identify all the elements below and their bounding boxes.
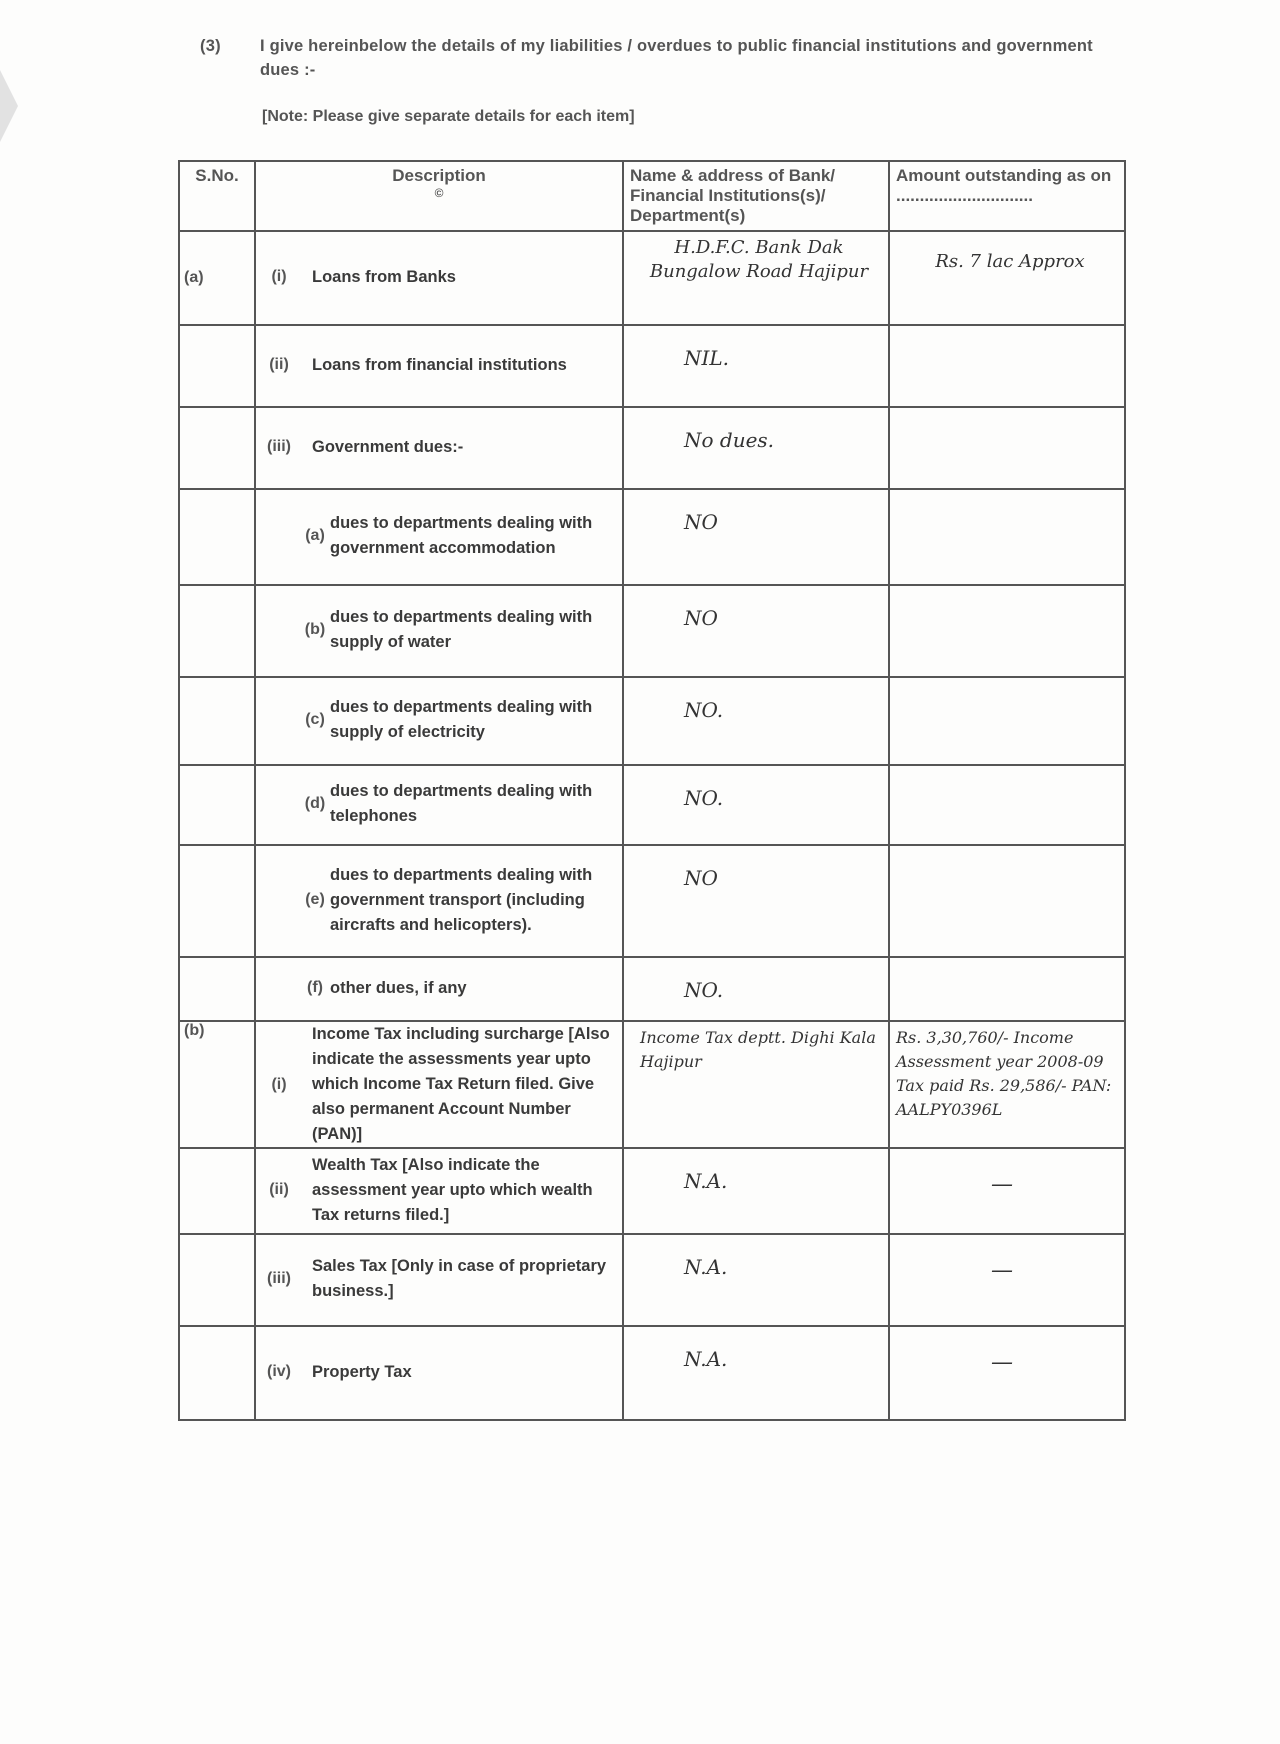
sno-cell <box>179 765 255 845</box>
item-description: dues to departments dealing with government accommodation <box>330 514 593 557</box>
sno-cell <box>179 677 255 765</box>
amount-handwritten: — <box>991 1172 1013 1197</box>
bank-handwritten: NO <box>684 606 718 630</box>
header-description <box>255 161 623 231</box>
description-cell <box>255 957 623 1021</box>
intro-paragraph <box>200 34 1120 82</box>
item-description: Wealth Tax [Also indicate the assessment year upto which wealth Tax returns filed.] <box>312 1155 593 1224</box>
bank-handwritten: No dues. <box>684 428 775 452</box>
table-row <box>179 1326 1125 1420</box>
table-row <box>179 845 1125 957</box>
section-number: (3) <box>200 37 221 55</box>
sno-cell <box>179 1021 255 1148</box>
item-roman: (i) <box>271 1075 287 1093</box>
amount-handwritten <box>890 958 1124 972</box>
bank-cell <box>623 585 889 677</box>
amount-cell <box>889 1326 1125 1420</box>
amount-handwritten: Rs. 3,30,760/- Income Assessment year 2008-09 Tax paid Rs. 29,586/- PAN: AALPY0396L <box>896 1028 1112 1119</box>
sno-label: (a) <box>184 269 204 286</box>
amount-handwritten <box>890 678 1124 692</box>
bank-handwritten: Income Tax deptt. Dighi Kala Hajipur <box>640 1028 876 1071</box>
table-row <box>179 407 1125 489</box>
intro-text: I give hereinbelow the details of my liabilities / overdues to public financial institutions and government dues :- <box>260 37 1093 79</box>
table-row <box>179 489 1125 585</box>
sno-cell <box>179 957 255 1021</box>
bank-cell <box>623 231 889 325</box>
bank-handwritten: NO. <box>684 786 724 810</box>
description-cell <box>255 489 623 585</box>
amount-handwritten <box>890 408 1124 422</box>
amount-cell <box>889 845 1125 957</box>
item-description: dues to departments dealing with supply of water <box>330 608 593 651</box>
description-cell <box>255 585 623 677</box>
amount-cell <box>889 231 1125 325</box>
table-row <box>179 957 1125 1021</box>
item-letter: (f) <box>307 979 323 996</box>
bank-cell <box>623 845 889 957</box>
item-description: Loans from financial institutions <box>312 355 567 374</box>
item-roman: (iii) <box>267 1270 291 1287</box>
item-description: Income Tax including surcharge [Also indicate the assessments year upto which Income Tax Return filed. Give also permanent Account Number (PAN)] <box>312 1025 610 1143</box>
header-row <box>179 161 1125 231</box>
amount-handwritten: Rs. 7 lac Approx <box>935 251 1085 272</box>
header-description-label: Description <box>392 166 486 185</box>
sno-cell <box>179 1148 255 1234</box>
amount-cell <box>889 489 1125 585</box>
bank-handwritten: NO. <box>684 978 724 1002</box>
bank-cell <box>623 407 889 489</box>
bank-cell <box>623 1021 889 1148</box>
amount-handwritten <box>890 326 1124 340</box>
item-roman: (iv) <box>267 1363 291 1380</box>
bank-handwritten: NIL. <box>684 346 730 370</box>
sno-cell <box>179 585 255 677</box>
table-row <box>179 325 1125 407</box>
bank-handwritten: NO <box>684 510 718 534</box>
item-description: dues to departments dealing with telephones <box>330 782 593 825</box>
bank-handwritten: NO <box>684 866 718 890</box>
description-cell <box>255 325 623 407</box>
description-cell <box>255 765 623 845</box>
amount-cell <box>889 765 1125 845</box>
table-row <box>179 1148 1125 1234</box>
header-bank: Name & address of Bank/ Financial Institutions(s)/ Department(s) <box>623 161 889 231</box>
sno-cell <box>179 1326 255 1420</box>
liabilities-table <box>178 160 1126 1421</box>
bank-cell <box>623 957 889 1021</box>
note-text: [Note: Please give separate details for each item] <box>262 108 635 125</box>
description-cell <box>255 1326 623 1420</box>
item-letter: (a) <box>305 527 325 544</box>
bank-cell <box>623 489 889 585</box>
page-edge-shadow <box>0 70 18 142</box>
amount-handwritten <box>890 586 1124 600</box>
item-description: Loans from Banks <box>312 267 456 286</box>
description-cell <box>255 231 623 325</box>
item-roman: (ii) <box>269 1181 289 1198</box>
bank-handwritten: N.A. <box>684 1169 728 1193</box>
table-row <box>179 677 1125 765</box>
amount-cell <box>889 585 1125 677</box>
bank-handwritten: N.A. <box>684 1255 728 1279</box>
amount-cell <box>889 407 1125 489</box>
header-amount: Amount outstanding as on ............................. <box>889 161 1125 231</box>
description-cell <box>255 1148 623 1234</box>
table-row <box>179 1021 1125 1148</box>
description-cell <box>255 1234 623 1326</box>
amount-cell <box>889 325 1125 407</box>
item-letter: (e) <box>305 891 325 908</box>
item-roman: (iii) <box>267 438 291 455</box>
item-description: dues to departments dealing with supply of electricity <box>330 698 593 741</box>
amount-handwritten: — <box>991 1350 1013 1375</box>
bank-cell <box>623 677 889 765</box>
amount-handwritten: — <box>991 1258 1013 1283</box>
header-description-mark: © <box>434 186 444 200</box>
bank-cell <box>623 1326 889 1420</box>
amount-handwritten <box>890 490 1124 504</box>
table-row <box>179 1234 1125 1326</box>
amount-cell <box>889 1021 1125 1148</box>
sno-cell <box>179 845 255 957</box>
item-description: dues to departments dealing with government transport (including aircrafts and helicopters). <box>330 865 593 934</box>
item-roman: (ii) <box>269 356 289 373</box>
sno-cell <box>179 1234 255 1326</box>
item-letter: (d) <box>304 795 326 812</box>
description-cell <box>255 677 623 765</box>
item-letter: (c) <box>305 711 325 728</box>
amount-cell <box>889 677 1125 765</box>
item-roman: (i) <box>271 268 287 285</box>
bank-handwritten: NO. <box>684 698 724 722</box>
item-description: Government dues:- <box>312 437 464 456</box>
item-letter: (b) <box>304 621 326 638</box>
amount-cell <box>889 957 1125 1021</box>
table-body <box>179 231 1125 1420</box>
bank-cell <box>623 765 889 845</box>
bank-cell <box>623 325 889 407</box>
sno-cell <box>179 407 255 489</box>
header-sno: S.No. <box>179 161 255 231</box>
item-description: Sales Tax [Only in case of proprietary business.] <box>312 1257 607 1300</box>
amount-cell <box>889 1234 1125 1326</box>
table-row <box>179 231 1125 325</box>
amount-handwritten <box>890 846 1124 860</box>
bank-handwritten: H.D.F.C. Bank Dak Bungalow Road Hajipur <box>649 237 869 282</box>
bank-handwritten: N.A. <box>684 1347 728 1371</box>
bank-cell <box>623 1148 889 1234</box>
sno-cell <box>179 325 255 407</box>
sno-label: (b) <box>184 1022 205 1039</box>
description-cell <box>255 845 623 957</box>
item-description: other dues, if any <box>330 978 467 997</box>
item-description: Property Tax <box>312 1362 412 1381</box>
sno-cell <box>179 489 255 585</box>
table-row <box>179 765 1125 845</box>
description-cell <box>255 407 623 489</box>
amount-handwritten <box>890 766 1124 780</box>
sno-cell <box>179 231 255 325</box>
bank-cell <box>623 1234 889 1326</box>
table-row <box>179 585 1125 677</box>
description-cell <box>255 1021 623 1148</box>
amount-cell <box>889 1148 1125 1234</box>
